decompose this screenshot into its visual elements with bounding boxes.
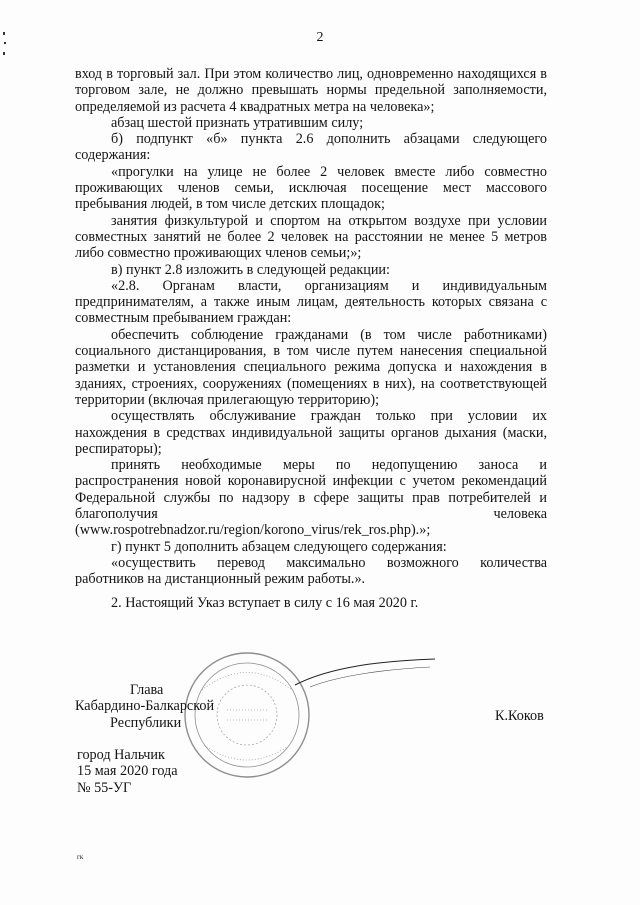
paragraph-6: в) пункт 2.8 изложить в следующей редакции:: [111, 261, 390, 278]
paragraph-1: вход в торговый зал. При этом количество лиц, одновременно находящихся в торговом зале, не должно превышать нормы предельной заполняемости, определяемой из расчета 4 квадратных метра на человека»;: [75, 66, 547, 115]
paragraph-3: б) подпункт «б» пункта 2.6 дополнить абзацами следующего содержания:: [75, 131, 547, 164]
footer-mark: гк: [77, 853, 84, 861]
handwritten-signature: [290, 655, 440, 695]
page-number: 2: [316, 30, 324, 45]
paragraph-4: «прогулки на улице не более 2 человек вместе либо совместно проживающих членов семьи, исключая посещение мест массового пребывания людей, в том числе детских площадок;: [75, 163, 547, 213]
paragraph-5: занятия физкультурой и спортом на открытом воздухе при условии совместных занятий не более 2 человек на расстоянии не менее 5 метров либо совместно проживающих членов семьи;»;: [75, 212, 547, 262]
signatory-title: [75, 682, 214, 731]
scan-edge-marks: [2, 30, 8, 60]
signatory-name: К.Коков: [495, 708, 544, 724]
paragraph-11: г) пункт 5 дополнить абзацем следующего содержания:: [111, 538, 447, 555]
signatory-title-line-1: Глава: [130, 682, 164, 698]
issue-date: 15 мая 2020 года: [77, 763, 178, 780]
paragraph-2: абзац шестой признать утратившим силу;: [111, 114, 364, 131]
paragraph-9: осуществлять обслуживание граждан только при условии их нахождения в средствах индивидуальной защиты органов дыхания (маски, респираторы);: [75, 408, 547, 457]
paragraph-8: обеспечить соблюдение гражданами (в том числе работниками) социального дистанцирования, в том числе путем нанесения специальной разметки и установления специального режима допуска и нахождения в зданиях, строениях, сооружениях (помещениях в них), на соответствующей территории (включая прилегающую территорию);: [75, 326, 547, 408]
decree-number: № 55-УГ: [77, 779, 132, 796]
issue-details: [77, 747, 178, 796]
paragraph-13: 2. Настоящий Указ вступает в силу с 16 мая 2020 г.: [111, 594, 419, 611]
paragraph-10: принять необходимые меры по недопущению заноса и распространения новой коронавирусной инфекции с учетом рекомендаций Федеральной службы по надзору в сфере защиты прав потребителей и благополучия человека (www.rospotrebnadzor.ru/region/korono_virus/rek_ros.php).»;: [75, 457, 547, 539]
document-body: [75, 66, 547, 611]
signatory-title-line-3: Республики: [110, 714, 182, 731]
paragraph-7: «2.8. Органам власти, организациям и индивидуальным предпринимателям, а также иным лицам, деятельность которых связана с совместным пребыванием граждан:: [75, 277, 547, 327]
signatory-title-line-2: Кабардино-Балкарской: [75, 698, 215, 715]
issue-place: город Нальчик: [77, 747, 165, 763]
paragraph-12: «осуществить перевод максимально возможного количества работников на дистанционный режим работы.».: [75, 554, 547, 588]
